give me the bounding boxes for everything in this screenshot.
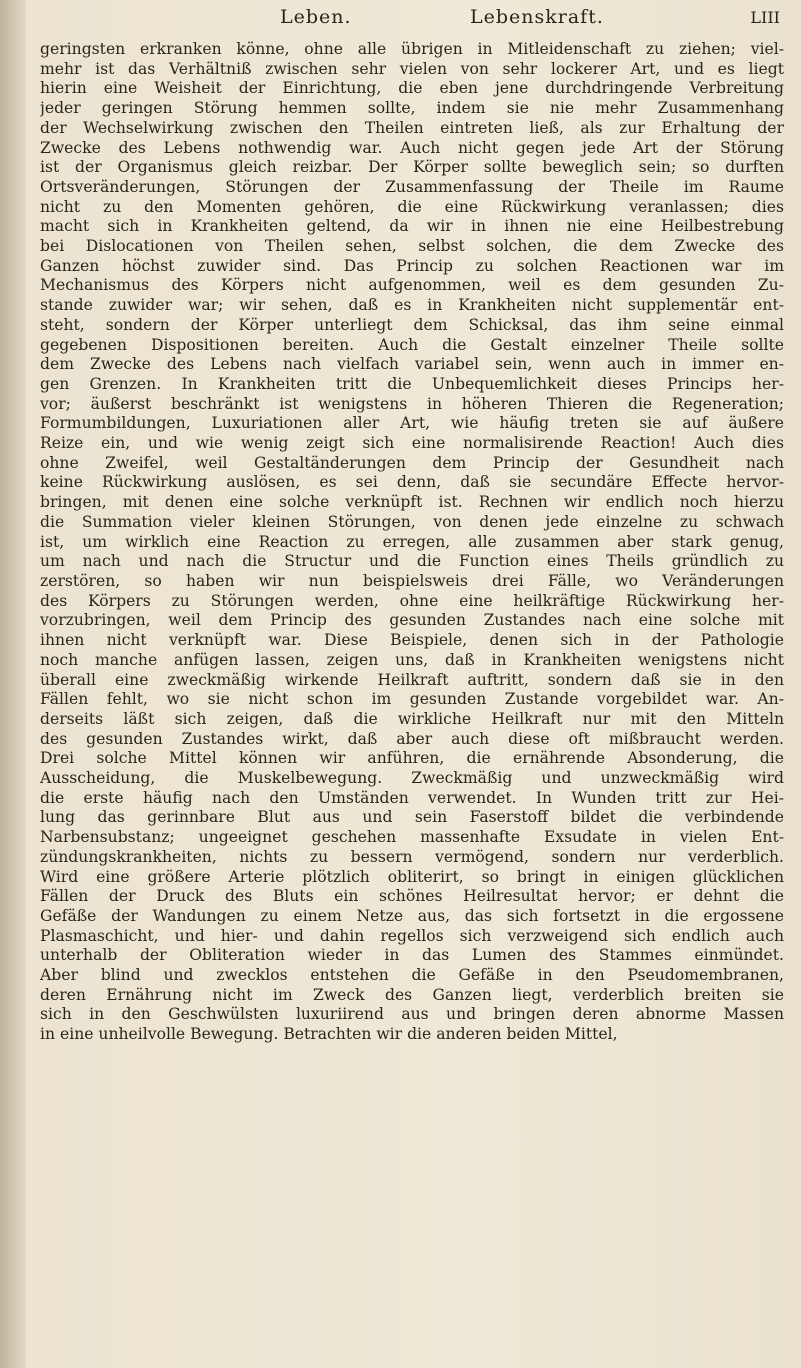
- text-line: gen Grenzen. In Krankheiten tritt die Unbequemlichkeit dieses Princips her-: [40, 374, 784, 393]
- text-line: bringen, mit denen eine solche verknüpft ist. Rechnen wir endlich noch hierzu: [40, 493, 784, 512]
- text-line: um nach und nach die Structur und die Function eines Theils gründlich zu: [40, 552, 784, 571]
- text-line: Ganzen höchst zuwider sind. Das Princip zu solchen Reactionen war im: [40, 256, 784, 275]
- text-line: zerstören, so haben wir nun beispielsweis drei Fälle, wo Veränderungen: [40, 571, 784, 590]
- text-line: sich in den Geschwülsten luxuriirend aus und bringen deren abnorme Massen: [40, 1005, 784, 1024]
- body-text: [40, 40, 784, 1045]
- text-line: noch manche anfügen lassen, zeigen uns, daß in Krankheiten wenigstens nicht: [40, 650, 784, 669]
- text-line: Gefäße der Wandungen zu einem Netze aus, das sich fortsetzt in die ergossene: [40, 906, 784, 925]
- text-line: dem Zwecke des Lebens nach vielfach variabel sein, wenn auch in immer en-: [40, 355, 784, 374]
- text-line: Mechanismus des Körpers nicht aufgenommen, weil es dem gesunden Zu-: [40, 276, 784, 295]
- text-line: zündungskrankheiten, nichts zu bessern vermögend, sondern nur verderblich.: [40, 847, 784, 866]
- text-line: Ortsveränderungen, Störungen der Zusammenfassung der Theile im Raume: [40, 177, 784, 196]
- text-line: des Körpers zu Störungen werden, ohne eine heilkräftige Rückwirkung her-: [40, 591, 784, 610]
- text-line: nicht zu den Momenten gehören, die eine Rückwirkung veranlassen; dies: [40, 197, 784, 216]
- text-line: Reize ein, und wie wenig zeigt sich eine normalisirende Reaction! Auch dies: [40, 434, 784, 453]
- text-line: ist der Organismus gleich reizbar. Der Körper sollte beweglich sein; so durften: [40, 158, 784, 177]
- text-line: Zwecke des Lebens nothwendig war. Auch nicht gegen jede Art der Störung: [40, 138, 784, 157]
- text-line: ihnen nicht verknüpft war. Diese Beispiele, denen sich in der Pathologie: [40, 631, 784, 650]
- text-line: ist, um wirklich eine Reaction zu erregen, alle zusammen aber stark genug,: [40, 532, 784, 551]
- text-line: Aber blind und zwecklos entstehen die Gefäße in den Pseudomembranen,: [40, 966, 784, 985]
- text-line: macht sich in Krankheiten geltend, da wir in ihnen nie eine Heilbestrebung: [40, 217, 784, 236]
- text-line: stande zuwider war; wir sehen, daß es in Krankheiten nicht supplementär ent-: [40, 296, 784, 315]
- text-line: Narbensubstanz; ungeeignet geschehen massenhafte Exsudate in vielen Ent-: [40, 828, 784, 847]
- text-line: geringsten erkranken könne, ohne alle übrigen in Mitleidenschaft zu ziehen; viel-: [40, 40, 784, 58]
- text-line: deren Ernährung nicht im Zweck des Ganzen liegt, verderblich breiten sie: [40, 985, 784, 1004]
- text-line: die Summation vieler kleinen Störungen, von denen jede einzelne zu schwach: [40, 512, 784, 531]
- text-line: gegebenen Dispositionen bereiten. Auch die Gestalt einzelner Theile sollte: [40, 335, 784, 354]
- text-line: Ausscheidung, die Muskelbewegung. Zweckmäßig und unzweckmäßig wird: [40, 769, 784, 788]
- text-line: Formumbildungen, Luxuriationen aller Art, wie häufig treten sie auf äußere: [40, 414, 784, 433]
- text-line: keine Rückwirkung auslösen, es sei denn, daß sie secundäre Effecte hervor-: [40, 473, 784, 492]
- header-right-title: Lebenskraft.: [470, 6, 604, 28]
- text-line: der Wechselwirkung zwischen den Theilen eintreten ließ, als zur Erhaltung der: [40, 118, 784, 137]
- text-line: hierin eine Weisheit der Einrichtung, die eben jene durchdringende Verbreitung: [40, 79, 784, 98]
- text-line: Fällen der Druck des Bluts ein schönes Heilresultat hervor; er dehnt die: [40, 887, 784, 906]
- header-left-title: Leben.: [280, 6, 352, 28]
- text-line: unterhalb der Obliteration wieder in das Lumen des Stammes einmündet.: [40, 946, 784, 965]
- text-line: überall eine zweckmäßig wirkende Heilkraft auftritt, sondern daß sie in den: [40, 670, 784, 689]
- text-line: Fällen fehlt, wo sie nicht schon im gesunden Zustande vorgebildet war. An-: [40, 690, 784, 709]
- text-line: in eine unheilvolle Bewegung. Betrachten wir die anderen beiden Mittel,: [40, 1025, 618, 1044]
- page-number: LIII: [750, 8, 780, 27]
- text-line: Drei solche Mittel können wir anführen, die ernährende Absonderung, die: [40, 749, 784, 768]
- text-line: Wird eine größere Arterie plötzlich obliterirt, so bringt in einigen glücklichen: [40, 867, 784, 886]
- page-gutter: [0, 0, 26, 1368]
- text-line: Plasmaschicht, und hier- und dahin regellos sich verzweigend sich endlich auch: [40, 926, 784, 945]
- text-line: derseits läßt sich zeigen, daß die wirkliche Heilkraft nur mit den Mitteln: [40, 709, 784, 728]
- text-line: jeder geringen Störung hemmen sollte, indem sie nie mehr Zusammenhang: [40, 99, 784, 118]
- text-line: vorzubringen, weil dem Princip des gesunden Zustandes nach eine solche mit: [40, 611, 784, 630]
- text-line: ohne Zweifel, weil Gestaltänderungen dem Princip der Gesundheit nach: [40, 453, 784, 472]
- running-header: [40, 6, 780, 32]
- text-line: lung das gerinnbare Blut aus und sein Faserstoff bildet die verbindende: [40, 808, 784, 827]
- text-line: bei Dislocationen von Theilen sehen, selbst solchen, die dem Zwecke des: [40, 237, 784, 256]
- text-line: des gesunden Zustandes wirkt, daß aber auch diese oft mißbraucht werden.: [40, 729, 784, 748]
- text-line: mehr ist das Verhältniß zwischen sehr vielen von sehr lockerer Art, und es liegt: [40, 59, 784, 78]
- text-line: vor; äußerst beschränkt ist wenigstens in höheren Thieren die Regeneration;: [40, 394, 784, 413]
- text-line: steht, sondern der Körper unterliegt dem Schicksal, das ihm seine einmal: [40, 315, 784, 334]
- text-line: die erste häufig nach den Umständen verwendet. In Wunden tritt zur Hei-: [40, 788, 784, 807]
